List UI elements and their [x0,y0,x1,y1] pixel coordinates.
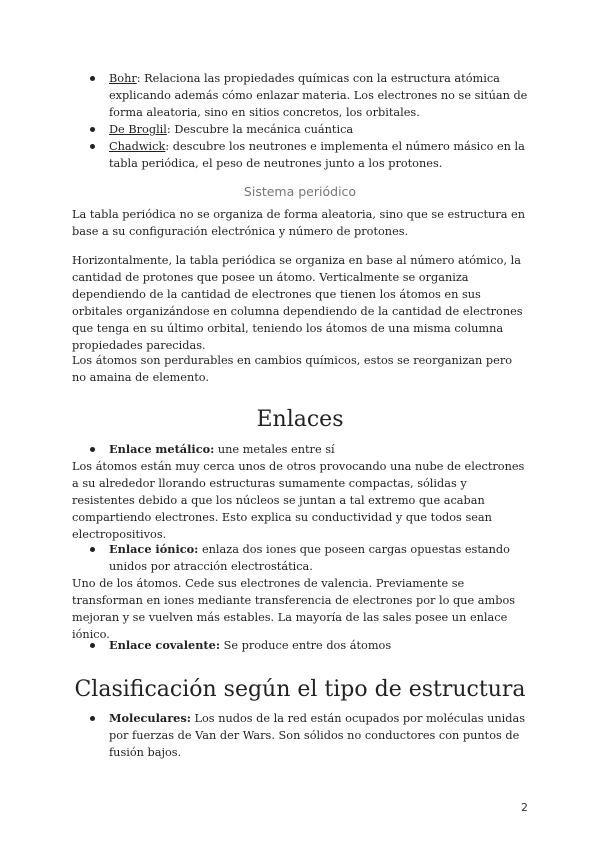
bullet-icon [90,76,95,81]
bullet-icon [90,716,95,721]
bullet-icon [90,144,95,149]
page-number: 2 [521,801,528,814]
paragraph-enlace-metalico: Los átomos están muy cerca unos de otros provocando una nube de electrones a su alrededor llorando estructuras sumamente compactas, sólidas y resistentes debido a que los núcleos se juntan a tal extremo que acaban compartiendo electrones. Esto explica su conductividad y que todos sean electropositivos. [72,460,525,541]
scientist-name-chadwick: Chadwick [109,140,166,153]
paragraph-sistema-3: Los átomos son perdurables en cambios químicos, estos se reorganizan pero no amaina de elemento. [72,354,513,384]
heading-clasificacion: Clasificación según el tipo de estructura [74,677,526,702]
list-item [72,541,528,575]
bullet-icon [90,127,95,132]
list-item [72,637,528,654]
scientist-text-bohr: : Relaciona las propiedades químicas con la estructura atómica explicando además cómo enlazar materia. Los electrones no se sitúan de forma aleatoria, sino en sitios concretos, los orbitales. [109,72,528,119]
section-heading-sistema: Sistema periódico [243,184,357,199]
bullet-icon [90,643,95,648]
term-enlace-metalico: Enlace metálico: [109,442,215,456]
enlace-metalico-list [72,441,528,458]
list-item [72,710,528,761]
desc-enlace-covalente: Se produce entre dos átomos [220,639,392,652]
term-moleculares: Moleculares: [109,711,191,725]
list-item [72,121,528,138]
paragraph-enlace-ionico: Uno de los átomos. Cede sus electrones de valencia. Previamente se transforman en iones mediante transferencia de electrones por lo que ambos mejoran y se vuelven más estables. La mayoría de las sales posee un enlace iónico. [72,577,516,641]
scientist-name-bohr: Bohr [109,72,137,85]
list-item [72,441,528,458]
bullet-icon [90,447,95,452]
heading-enlaces: Enlaces [256,407,344,432]
desc-moleculares: Los nudos de la red están ocupados por moléculas unidas por fuerzas de Van der Wars. Son sólidos no conductores con puntos de fusión bajos. [109,712,526,759]
term-enlace-covalente: Enlace covalente: [109,638,220,652]
desc-enlace-metalico: une metales entre sí [214,443,335,456]
paragraph-sistema-2: Horizontalmente, la tabla periódica se organiza en base al número atómico, la cantidad de protones que posee un átomo. Verticalmente se organiza dependiendo de la cantidad de electrones que tienen los átomos en sus orbitales organizándose en columna dependiendo de la cantidad de electrones que tenga en su último orbital, teniendo los átomos de una misma columna propiedades parecidas. [72,254,523,352]
bullet-icon [90,547,95,552]
scientist-text-debroglie: : Descubre la mecánica cuántica [166,123,354,136]
scientists-list [72,70,528,172]
list-item [72,70,528,121]
desc-enlace-ionico: enlaza dos iones que poseen cargas opuestas estando unidos por atracción electrostática. [109,543,510,573]
list-item [72,138,528,172]
term-enlace-ionico: Enlace iónico: [109,542,199,556]
enlace-ionico-list [72,541,528,575]
enlace-covalente-list [72,637,528,654]
scientist-name-debroglie: De Broglil [109,123,167,136]
paragraph-sistema-1: La tabla periódica no se organiza de forma aleatoria, sino que se estructura en base a su configuración electrónica y número de protones. [72,208,526,238]
scientist-text-chadwick: : descubre los neutrones e implementa el número másico en la tabla periódica, el peso de neutrones junto a los protones. [109,140,525,170]
clasificacion-list [72,710,528,761]
